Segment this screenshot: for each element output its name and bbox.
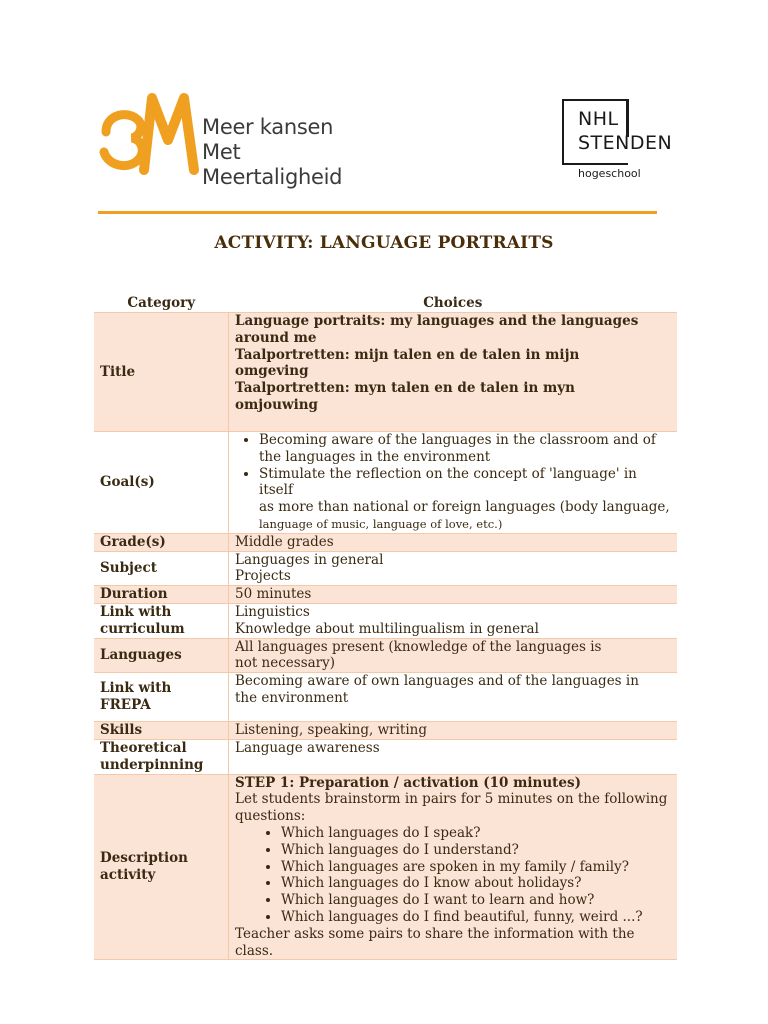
step-outro: Teacher asks some pairs to share the information with the class.	[235, 925, 635, 959]
row-label: Goal(s)	[94, 432, 229, 534]
nhl-logo-sub: hogeschool	[578, 167, 641, 180]
row-value: Linguistics Knowledge about multilingualism in general	[229, 603, 678, 638]
row-label: Duration	[94, 586, 229, 604]
row-value	[229, 432, 678, 534]
row-duration	[94, 586, 677, 604]
row-grade	[94, 533, 677, 551]
title-line: Taalportretten: mijn talen en de talen in mijn	[235, 346, 580, 363]
row-label: Grade(s)	[94, 533, 229, 551]
nhl-stenden-logo	[560, 97, 680, 187]
row-label: Skills	[94, 722, 229, 740]
row-label: Subject	[94, 551, 229, 586]
row-label: Theoretical underpinning	[94, 739, 229, 774]
row-value: Middle grades	[229, 533, 678, 551]
title-line: around me	[235, 329, 317, 346]
row-label: Title	[94, 313, 229, 432]
3m-logo	[98, 90, 368, 189]
list-item: • Becoming aware of the languages in the classroom and of the languages in the environment	[259, 432, 671, 466]
row-frepa	[94, 673, 677, 722]
header-category: Category	[94, 295, 229, 313]
row-title	[94, 313, 677, 432]
row-subject	[94, 551, 677, 586]
list-item: • Stimulate the reflection on the concept of 'language' in itself as more than national or foreign languages (body language, language of music, language of love, etc.)	[259, 466, 671, 533]
list-item: • Which languages do I know about holidays?	[281, 875, 671, 892]
row-curriculum	[94, 603, 677, 638]
header-choices: Choices	[229, 295, 678, 313]
title-line: omgeving	[235, 363, 309, 380]
row-label: Description activity	[94, 774, 229, 960]
list-item: • Which languages do I speak?	[281, 825, 671, 842]
page-title: ACTIVITY: LANGUAGE PORTRAITS	[214, 233, 554, 253]
title-line: Taalportretten: myn talen en de talen in myn	[235, 380, 575, 397]
nhl-logo-line-2: STENDEN	[578, 132, 673, 154]
row-label: Link with curriculum	[94, 603, 229, 638]
logo-line-1: Meer kansen	[202, 115, 334, 139]
3m-logo-text	[202, 115, 342, 190]
question-list	[235, 825, 671, 926]
row-label: Link with FREPA	[94, 673, 229, 722]
activity-table	[94, 295, 677, 960]
nhl-logo-line-1: NHL	[578, 108, 619, 130]
title-line: omjouwing	[235, 396, 318, 413]
list-item: • Which languages do I want to learn and how?	[281, 892, 671, 909]
row-skills	[94, 722, 677, 740]
table-header-row	[94, 295, 677, 313]
row-label: Languages	[94, 638, 229, 673]
row-theory	[94, 739, 677, 774]
row-value: STEP 1: Preparation / activation (10 minutes) Let students brainstorm in pairs for 5 minutes on the following questions: • Which languages do I speak? • Which languages do I understand? • Which languages are spoken in my family / family? • Which languages do I know about holidays? • Which languages do I want to learn and how? • Which languages do I find beautiful, funny, weird ...? Teacher asks some pairs to share the information with the class.	[229, 774, 678, 960]
row-value: 50 minutes	[229, 586, 678, 604]
logo-line-2: Met	[202, 140, 241, 164]
step-heading: STEP 1: Preparation / activation (10 minutes)	[235, 774, 581, 791]
row-value: All languages present (knowledge of the languages is not necessary)	[229, 638, 678, 673]
list-item: • Which languages are spoken in my family / family?	[281, 859, 671, 876]
row-value: Listening, speaking, writing	[229, 722, 678, 740]
goal-list	[235, 432, 671, 533]
3m-logo-mark	[98, 90, 202, 180]
list-item: • Which languages do I find beautiful, funny, weird ...?	[281, 909, 671, 926]
row-goals	[94, 432, 677, 534]
row-value: Languages in general Projects	[229, 551, 678, 586]
row-description	[94, 774, 677, 960]
row-languages	[94, 638, 677, 673]
title-line: Language portraits: my languages and the languages	[235, 313, 639, 329]
row-value	[229, 313, 678, 432]
row-value: Becoming aware of own languages and of the languages in the environment	[229, 673, 678, 722]
header-divider	[98, 211, 657, 214]
row-value: Language awareness	[229, 739, 678, 774]
logo-line-3: Meertaligheid	[202, 165, 343, 189]
list-item: • Which languages do I understand?	[281, 842, 671, 859]
